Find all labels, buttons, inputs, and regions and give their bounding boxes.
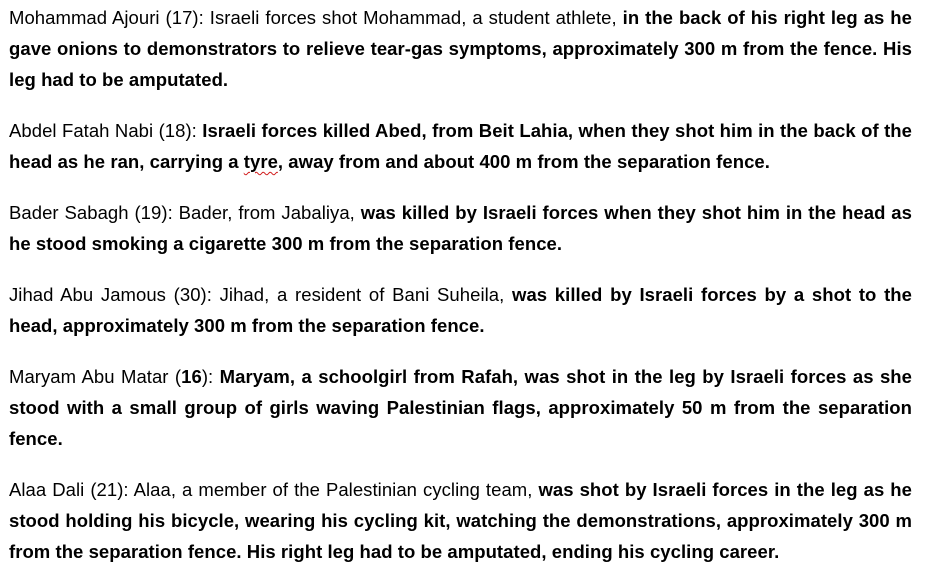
document-body bbox=[9, 2, 912, 567]
entry-lead-text: Alaa Dali (21): Alaa, a member of the Palestinian cycling team, bbox=[9, 479, 539, 500]
entry-bold-text: Israeli forces killed Abed, from Beit Lahia, when they shot him in the back of the head as he ran, carrying a bbox=[9, 120, 912, 172]
entry-alaa-dali bbox=[9, 474, 912, 567]
entry-bold-text: Maryam, a schoolgirl from Rafah, was shot in the leg by Israeli forces as she stood with a small group of girls waving Palestinian flags, approximately 50 m from the separation fence. bbox=[9, 366, 913, 449]
entry-lead-text: Maryam Abu Matar ( bbox=[9, 366, 182, 387]
entry-jihad-abu-jamous bbox=[9, 279, 912, 341]
entry-abdel-fatah-nabi bbox=[9, 115, 912, 177]
entry-bold-text-end: , away from and about 400 m from the separation fence. bbox=[277, 151, 770, 172]
entry-maryam-abu-matar bbox=[9, 361, 912, 454]
entry-lead-text: Abdel Fatah Nabi (18): bbox=[9, 120, 203, 141]
entry-lead-text: Bader Sabagh (19): Bader, from Jabaliya, bbox=[9, 202, 361, 223]
entry-age-bold: 16 bbox=[181, 366, 202, 387]
entry-bold-text: was killed by Israeli forces by a shot to the head, approximately 300 m from the separation fence. bbox=[9, 284, 912, 336]
entry-bold-text: in the back of his right leg as he gave onions to demonstrators to relieve tear-gas symptoms, approximately 300 m from the fence. His leg had to be amputated. bbox=[9, 7, 912, 90]
entry-bader-sabagh bbox=[9, 197, 912, 259]
entry-mohammad-ajouri bbox=[9, 2, 912, 95]
entry-bold-text: was killed by Israeli forces when they shot him in the head as he stood smoking a cigarette 300 m from the separation fence. bbox=[9, 202, 912, 254]
entry-lead-text-end: ): bbox=[201, 366, 220, 387]
entry-lead-text: Mohammad Ajouri (17): Israeli forces shot Mohammad, a student athlete, bbox=[9, 7, 623, 28]
entry-lead-text: Jihad Abu Jamous (30): Jihad, a resident of Bani Suheila, bbox=[9, 284, 512, 305]
spellcheck-flagged-word[interactable]: tyre bbox=[243, 151, 278, 172]
entry-bold-text: was shot by Israeli forces in the leg as he stood holding his bicycle, wearing his cycling kit, watching the demonstrations, approximately 300 m from the separation fence. His right leg had to be amputated, ending his cycling career. bbox=[9, 479, 912, 562]
